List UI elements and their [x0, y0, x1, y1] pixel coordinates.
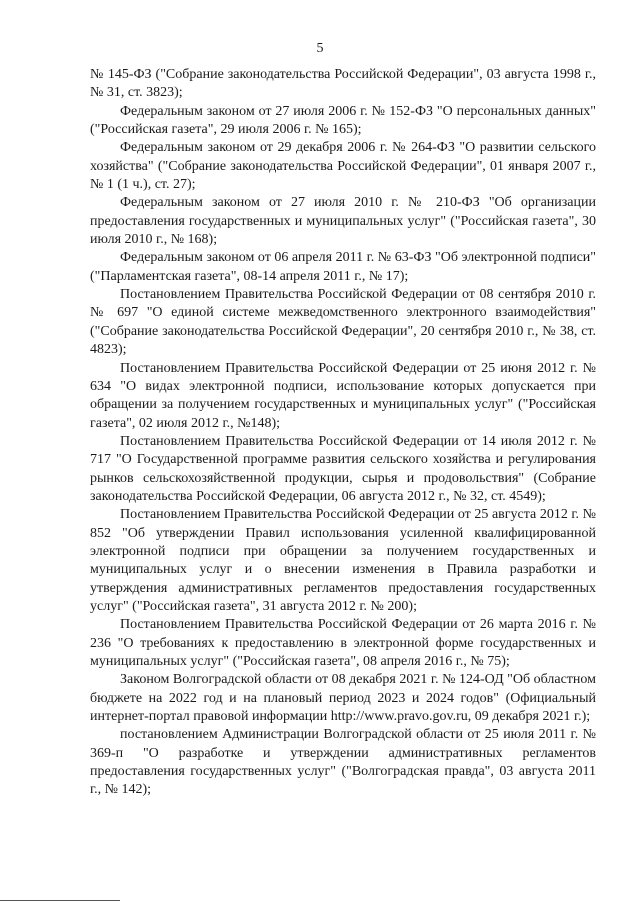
paragraph: Федеральным законом от 27 июля 2006 г. № 152-ФЗ "О персональных данных" ("Российская газета", 29 июля 2006 г. № 165); — [90, 103, 596, 138]
paragraph: Постановлением Правительства Российской Федерации от 08 сентября 2010 г. № 697 "О единой системе межведомственного электронного взаимодействия" ("Собрание законодательства Российской Федерации", 20 сентября 2010 г., № 38, ст. 4823); — [90, 287, 596, 358]
paragraph: Федеральным законом от 27 июля 2010 г. № 210-ФЗ "Об организации предоставления государственных и муниципальных услуг" ("Российская газета", 30 июля 2010 г., № 168); — [90, 195, 596, 248]
paragraph: постановлением Администрации Волгоградской области от 25 июля 2011 г. № 369-п "О разработке и утверждении административных регламентов предоставления государственных услуг" ("Волгоградская правда", 03 августа 2011 г., № 142); — [90, 727, 596, 798]
document-body — [90, 66, 596, 800]
paragraph: Законом Волгоградской области от 08 декабря 2021 г. № 124-ОД "Об областном бюджете на 2022 год и на плановый период 2023 и 2024 годов" (Официальный интернет-портал правовой информации http://www.pravo.gov.ru, 09 декабря 2021 г.); — [90, 672, 596, 725]
paragraph: Постановлением Правительства Российской Федерации от 25 августа 2012 г. № 852 "Об утверждении Правил использования усиленной квалифицированной электронной подписи при обращении за получением государственных и муниципальных услуг и о внесении изменения в Правила разработки и утверждения административных регламентов предоставления государственных услуг" ("Российская газета", 31 августа 2012 г. № 200); — [90, 507, 596, 614]
paragraph: Федеральным законом от 06 апреля 2011 г. № 63-ФЗ "Об электронной подписи" ("Парламентская газета", 08-14 апреля 2011 г., № 17); — [90, 250, 596, 284]
paragraph: № 145-ФЗ ("Собрание законодательства Российской Федерации", 03 августа 1998 г., № 31, ст. 3823); — [90, 67, 596, 101]
paragraph: Постановлением Правительства Российской Федерации от 26 марта 2016 г. № 236 "О требованиях к предоставлению в электронной форме государственных и муниципальных услуг" ("Российская газета", 08 апреля 2016 г., № 75); — [90, 617, 596, 669]
footer-rule — [0, 900, 120, 901]
paragraph: Федеральным законом от 29 декабря 2006 г. № 264-ФЗ "О развитии сельского хозяйства" ("Собрание законодательства Российской Федерации", 01 января 2007 г., № 1 (1 ч.), ст. 27); — [90, 140, 596, 193]
paragraph: Постановлением Правительства Российской Федерации от 14 июля 2012 г. № 717 "О Государственной программе развития сельского хозяйства и регулирования рынков сельскохозяйственной продукции, сырья и продовольствия" (Собрание законодательства Российской Федерации, 06 августа 2012 г., № 32, ст. 4549); — [90, 433, 596, 504]
paragraph: Постановлением Правительства Российской Федерации от 25 июня 2012 г. № 634 "О видах электронной подписи, использование которых допускается при обращении за получением государственных и муниципальных услуг" ("Российская газета", 02 июля 2012 г., №148); — [90, 360, 596, 431]
page-number: 5 — [316, 41, 324, 56]
